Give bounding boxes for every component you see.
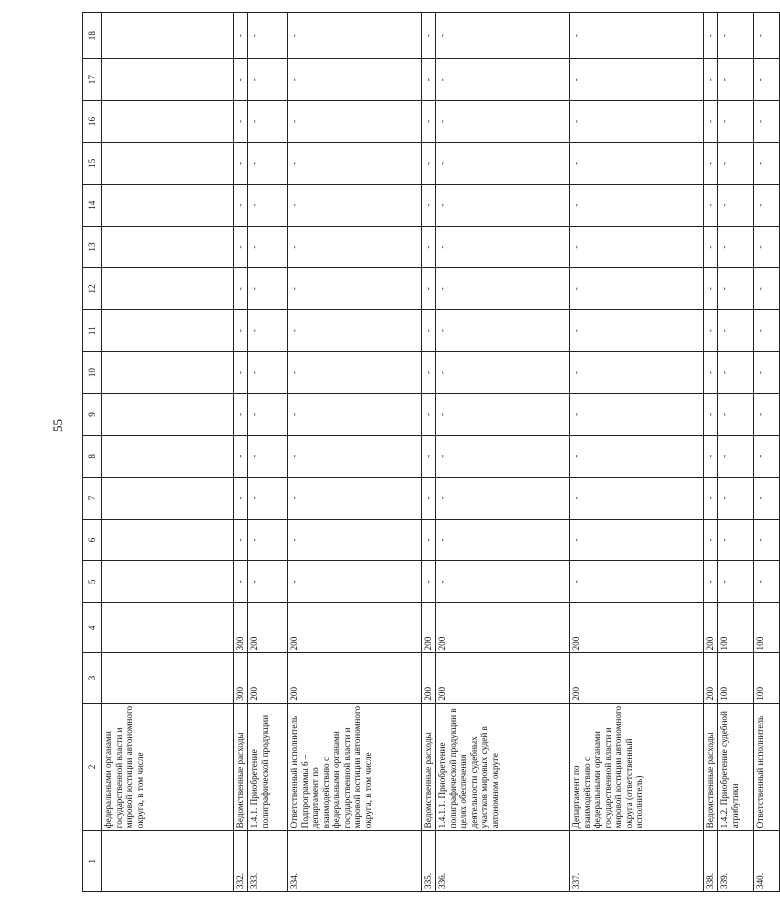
header-cell: 8	[83, 435, 102, 477]
empty-value-cell: -	[704, 435, 718, 477]
empty-value-cell	[102, 394, 234, 436]
empty-value-cell: -	[704, 310, 718, 352]
empty-value-cell: -	[422, 352, 436, 394]
empty-value-cell: -	[248, 59, 288, 101]
row-number: 340.	[754, 831, 780, 892]
empty-value-cell: -	[570, 561, 704, 603]
empty-value-cell: -	[704, 101, 718, 143]
header-cell: 18	[83, 13, 102, 59]
amount-col4: 100	[754, 603, 780, 653]
empty-value-cell: -	[422, 13, 436, 59]
empty-value-cell: -	[754, 435, 780, 477]
empty-value-cell: -	[718, 394, 754, 436]
empty-value-cell: -	[288, 142, 422, 184]
empty-value-cell: -	[718, 477, 754, 519]
empty-value-cell: -	[754, 101, 780, 143]
empty-value-cell: -	[288, 435, 422, 477]
empty-value-cell: -	[718, 184, 754, 226]
empty-value-cell: -	[288, 226, 422, 268]
empty-value-cell: -	[422, 142, 436, 184]
empty-value-cell: -	[754, 394, 780, 436]
empty-value-cell: -	[754, 310, 780, 352]
empty-value-cell: -	[718, 226, 754, 268]
row-description: 1.4.2. Приобретение судебной атрибутики	[718, 703, 754, 831]
empty-value-cell: -	[422, 184, 436, 226]
empty-value-cell: -	[234, 519, 248, 561]
amount-col4: 200	[422, 603, 436, 653]
empty-value-cell: -	[704, 394, 718, 436]
header-cell: 17	[83, 59, 102, 101]
empty-value-cell: -	[754, 519, 780, 561]
empty-value-cell: -	[570, 101, 704, 143]
amount-col3: 100	[754, 653, 780, 703]
table-row	[234, 13, 248, 892]
empty-value-cell: -	[234, 101, 248, 143]
empty-value-cell: -	[570, 352, 704, 394]
empty-value-cell: -	[754, 142, 780, 184]
empty-value-cell: -	[422, 477, 436, 519]
row-description: Ведомственные расходы	[234, 703, 248, 831]
empty-value-cell: -	[248, 519, 288, 561]
empty-value-cell: -	[754, 59, 780, 101]
row-number: 338.	[704, 831, 718, 892]
empty-value-cell	[102, 59, 234, 101]
empty-value-cell: -	[248, 394, 288, 436]
empty-value-cell: -	[288, 13, 422, 59]
empty-value-cell: -	[754, 352, 780, 394]
amount-col3: 200	[704, 653, 718, 703]
amount-col4: 200	[704, 603, 718, 653]
row-description: Департамент по взаимодействию с федеральными органами государственной власти и мировой юстиции автономного округа (ответственный исполнитель)	[570, 703, 704, 831]
empty-value-cell: -	[234, 352, 248, 394]
empty-value-cell: -	[436, 394, 570, 436]
header-cell: 5	[83, 561, 102, 603]
empty-value-cell: -	[704, 142, 718, 184]
header-cell: 12	[83, 268, 102, 310]
empty-value-cell: -	[570, 394, 704, 436]
empty-value-cell	[102, 268, 234, 310]
empty-value-cell: -	[704, 477, 718, 519]
empty-value-cell: -	[704, 561, 718, 603]
empty-value-cell: -	[234, 59, 248, 101]
empty-value-cell: -	[248, 352, 288, 394]
empty-value-cell: -	[436, 226, 570, 268]
empty-value-cell: -	[718, 519, 754, 561]
table-row	[436, 13, 570, 892]
row-number: 337.	[570, 831, 704, 892]
table-row	[422, 13, 436, 892]
empty-value-cell: -	[704, 13, 718, 59]
table-row	[718, 13, 754, 892]
empty-value-cell	[102, 13, 234, 59]
empty-value-cell: -	[718, 352, 754, 394]
empty-value-cell: -	[248, 268, 288, 310]
table-row	[102, 13, 234, 892]
empty-value-cell: -	[234, 394, 248, 436]
empty-value-cell: -	[570, 226, 704, 268]
empty-value-cell: -	[704, 519, 718, 561]
empty-value-cell: -	[248, 226, 288, 268]
empty-value-cell: -	[436, 435, 570, 477]
empty-value-cell: -	[704, 226, 718, 268]
empty-value-cell: -	[718, 435, 754, 477]
row-description: Ответственный исполнитель Подпрограммы 6 – департамент по взаимодействию с федеральными органами государственной власти и мировой юстиции автономного округа, в том числе	[288, 703, 422, 831]
empty-value-cell: -	[570, 59, 704, 101]
row-description: 1.4.1.1. Приобретение полиграфической продукции в целях обеспечения деятельности судебных участков мировых судей в автономном округе	[436, 703, 570, 831]
empty-value-cell	[102, 310, 234, 352]
empty-value-cell: -	[436, 184, 570, 226]
empty-value-cell: -	[570, 519, 704, 561]
empty-value-cell: -	[718, 59, 754, 101]
header-cell: 6	[83, 519, 102, 561]
empty-value-cell: -	[754, 13, 780, 59]
empty-value-cell: -	[570, 184, 704, 226]
empty-value-cell: -	[288, 477, 422, 519]
header-cell: 1	[83, 831, 102, 892]
empty-value-cell: -	[248, 13, 288, 59]
empty-value-cell: -	[718, 561, 754, 603]
empty-value-cell: -	[234, 310, 248, 352]
budget-table	[82, 12, 780, 892]
empty-value-cell: -	[422, 519, 436, 561]
table-row	[288, 13, 422, 892]
page-number: 55	[50, 419, 65, 432]
empty-value-cell: -	[422, 101, 436, 143]
empty-value-cell	[102, 142, 234, 184]
amount-col3: 200	[436, 653, 570, 703]
empty-value-cell: -	[422, 561, 436, 603]
row-number: 339.	[718, 831, 754, 892]
empty-value-cell: -	[570, 13, 704, 59]
amount-col3: 100	[718, 653, 754, 703]
empty-value-cell	[102, 226, 234, 268]
header-cell: 14	[83, 184, 102, 226]
row-number: 334.	[288, 831, 422, 892]
amount-col4: 200	[436, 603, 570, 653]
empty-value-cell: -	[754, 184, 780, 226]
table-row	[248, 13, 288, 892]
empty-value-cell: -	[248, 561, 288, 603]
row-description: Ответственный исполнитель	[754, 703, 780, 831]
empty-value-cell: -	[248, 477, 288, 519]
empty-value-cell: -	[422, 310, 436, 352]
row-number: 332.	[234, 831, 248, 892]
empty-value-cell: -	[248, 184, 288, 226]
empty-value-cell: -	[436, 519, 570, 561]
rotated-table-wrapper	[82, 12, 765, 892]
empty-value-cell: -	[704, 59, 718, 101]
amount-col4: 200	[248, 603, 288, 653]
empty-value-cell: -	[288, 519, 422, 561]
empty-value-cell: -	[570, 268, 704, 310]
amount-col4: 100	[718, 603, 754, 653]
empty-value-cell: -	[718, 13, 754, 59]
empty-value-cell	[102, 519, 234, 561]
empty-value-cell: -	[422, 394, 436, 436]
empty-value-cell: -	[704, 184, 718, 226]
header-cell: 16	[83, 101, 102, 143]
empty-value-cell: -	[422, 226, 436, 268]
empty-value-cell: -	[436, 268, 570, 310]
empty-value-cell: -	[288, 184, 422, 226]
empty-value-cell: -	[234, 184, 248, 226]
empty-value-cell: -	[570, 142, 704, 184]
empty-value-cell: -	[436, 352, 570, 394]
empty-value-cell: -	[422, 268, 436, 310]
table-body	[83, 13, 780, 892]
row-description: федеральными органами государственной власти и мировой юстиции автономного округа, в том числе	[102, 703, 234, 831]
empty-value-cell: -	[422, 435, 436, 477]
empty-value-cell	[102, 184, 234, 226]
empty-value-cell: -	[288, 268, 422, 310]
amount-col3: 200	[248, 653, 288, 703]
empty-value-cell: -	[570, 435, 704, 477]
header-cell: 4	[83, 603, 102, 653]
amount-col3: 200	[570, 653, 704, 703]
header-cell: 2	[83, 703, 102, 831]
empty-value-cell	[102, 352, 234, 394]
row-number	[102, 831, 234, 892]
empty-value-cell: -	[234, 13, 248, 59]
row-description: 1.4.1. Приобретение полиграфической продукции	[248, 703, 288, 831]
empty-value-cell: -	[754, 477, 780, 519]
row-number: 333.	[248, 831, 288, 892]
empty-value-cell	[102, 435, 234, 477]
header-cell: 13	[83, 226, 102, 268]
empty-value-cell: -	[288, 352, 422, 394]
empty-value-cell: -	[436, 561, 570, 603]
empty-value-cell: -	[288, 59, 422, 101]
amount-col3: 200	[288, 653, 422, 703]
row-description: Ведомственные расходы	[422, 703, 436, 831]
row-description: Ведомственные расходы	[704, 703, 718, 831]
amount-col3	[102, 653, 234, 703]
amount-col4: 200	[288, 603, 422, 653]
empty-value-cell: -	[248, 435, 288, 477]
empty-value-cell: -	[234, 226, 248, 268]
empty-value-cell	[102, 101, 234, 143]
amount-col3: 200	[422, 653, 436, 703]
amount-col3: 300	[234, 653, 248, 703]
row-number: 335.	[422, 831, 436, 892]
empty-value-cell: -	[288, 561, 422, 603]
empty-value-cell: -	[436, 142, 570, 184]
empty-value-cell	[102, 477, 234, 519]
empty-value-cell: -	[248, 101, 288, 143]
empty-value-cell: -	[754, 561, 780, 603]
empty-value-cell: -	[422, 59, 436, 101]
empty-value-cell: -	[754, 268, 780, 310]
table-row	[704, 13, 718, 892]
empty-value-cell: -	[234, 435, 248, 477]
header-row	[83, 13, 102, 892]
empty-value-cell: -	[234, 142, 248, 184]
empty-value-cell: -	[570, 477, 704, 519]
empty-value-cell: -	[718, 310, 754, 352]
empty-value-cell: -	[436, 59, 570, 101]
header-cell: 15	[83, 142, 102, 184]
empty-value-cell: -	[570, 310, 704, 352]
empty-value-cell: -	[248, 310, 288, 352]
empty-value-cell: -	[288, 101, 422, 143]
empty-value-cell: -	[288, 394, 422, 436]
table-row	[754, 13, 780, 892]
empty-value-cell	[102, 561, 234, 603]
header-cell: 9	[83, 394, 102, 436]
empty-value-cell: -	[718, 268, 754, 310]
empty-value-cell: -	[234, 561, 248, 603]
amount-col4	[102, 603, 234, 653]
amount-col4: 200	[570, 603, 704, 653]
amount-col4: 300	[234, 603, 248, 653]
row-number: 336.	[436, 831, 570, 892]
empty-value-cell: -	[248, 142, 288, 184]
empty-value-cell: -	[288, 310, 422, 352]
header-cell: 7	[83, 477, 102, 519]
empty-value-cell: -	[718, 142, 754, 184]
empty-value-cell: -	[234, 477, 248, 519]
empty-value-cell: -	[718, 101, 754, 143]
empty-value-cell: -	[436, 310, 570, 352]
empty-value-cell: -	[436, 101, 570, 143]
empty-value-cell: -	[234, 268, 248, 310]
table-row	[570, 13, 704, 892]
header-cell: 3	[83, 653, 102, 703]
empty-value-cell: -	[436, 477, 570, 519]
header-cell: 10	[83, 352, 102, 394]
empty-value-cell: -	[704, 352, 718, 394]
empty-value-cell: -	[754, 226, 780, 268]
empty-value-cell: -	[436, 13, 570, 59]
empty-value-cell: -	[704, 268, 718, 310]
header-cell: 11	[83, 310, 102, 352]
